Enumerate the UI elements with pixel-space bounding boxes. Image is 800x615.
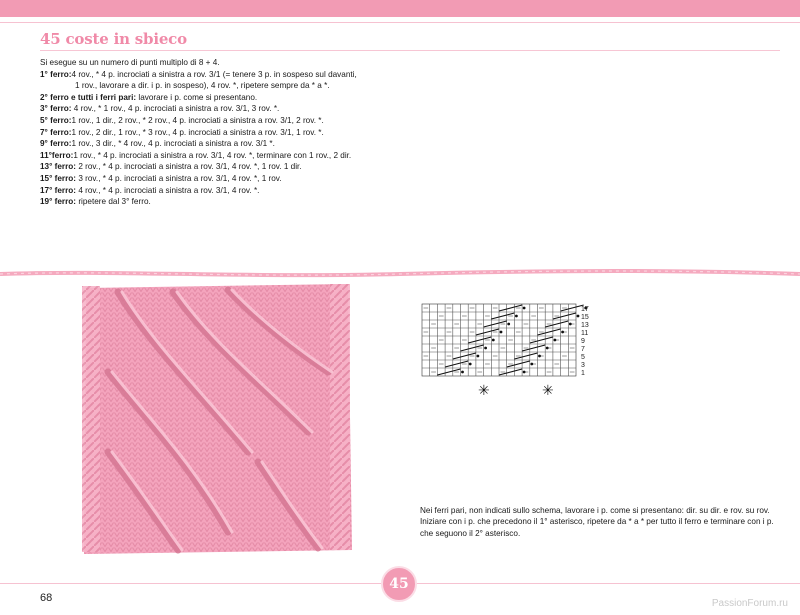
row-text: 1 rov., 3 dir., * 4 rov., 4 p. incrociati a sinistra a rov. 3/1 *. [71, 139, 275, 149]
chart-row-label: 7 [581, 346, 585, 353]
instructions-intro: Si esegue su un numero di punti multiplo di 8 + 4. [40, 58, 220, 67]
instruction-row [40, 69, 460, 81]
row-text: 1 rov., * 4 p. incrociati a sinistra a rov. 3/1, 4 rov. *, terminare con 1 rov., 2 dir. [73, 150, 352, 160]
row-text: 3 rov., * 4 p. incrociati a sinistra a rov. 3/1, 4 rov. *, 1 rov. [76, 173, 282, 183]
instruction-row [40, 115, 460, 127]
chart-row-label: 9 [581, 338, 585, 345]
row-text: 1 rov., 1 dir., 2 rov., * 2 rov., 4 p. incrociati a sinistra a rov. 3/1, 2 rov. *. [71, 115, 324, 125]
yarn-strand-divider [0, 267, 800, 281]
badge-number: 45 [389, 576, 409, 592]
instruction-row [40, 92, 460, 104]
row-label: 13° ferro: [40, 162, 77, 172]
chart-row-label: 17 [581, 306, 589, 313]
chart-row-label: 11 [581, 330, 589, 337]
row-label: 15° ferro: [40, 173, 77, 183]
pattern-number-badge [381, 566, 417, 602]
top-divider [0, 22, 800, 23]
row-text: ripetere dal 3° ferro. [76, 197, 151, 207]
row-text: 1 rov., 2 dir., 1 rov., * 3 rov., 4 p. incrociati a sinistra a rov. 3/1, 1 rov. *. [71, 127, 324, 137]
chart-row-label: 13 [581, 322, 589, 329]
row-text: 4 rov., * 1 rov., 4 p. incrociati a sinistra a rov. 3/1, 3 rov. *. [71, 104, 280, 114]
row-label: 7° ferro: [40, 127, 72, 137]
page-number: 68 [40, 592, 53, 604]
row-label: 17° ferro: [40, 185, 77, 195]
row-label: 9° ferro: [40, 139, 72, 149]
chart-row-label: 3 [581, 362, 585, 369]
instruction-row [40, 150, 460, 162]
instruction-row [40, 173, 460, 185]
row-label: 11°ferro: [40, 150, 74, 160]
row-text: 4 rov., * 4 p. incrociati a sinistra a rov. 3/1 (= tenere 3 p. in sospeso sul davanti, [71, 69, 357, 79]
row-text: 4 rov., * 4 p. incrociati a sinistra a rov. 3/1, 4 rov. *. [76, 185, 260, 195]
instruction-row [40, 103, 460, 115]
row-label: 19° ferro: [40, 197, 77, 207]
instruction-row [40, 185, 460, 197]
chart-row-label: 15 [581, 314, 589, 321]
asterisk-marker: ✳ [478, 383, 490, 399]
top-pink-band [0, 0, 800, 17]
row-label: 3° ferro: [40, 104, 72, 114]
title-underline [40, 50, 780, 51]
chart-row-label: 5 [581, 354, 585, 361]
row-label: 2° ferro e tutti i ferri pari: [40, 92, 137, 102]
instruction-row [40, 138, 460, 150]
notes-paragraph-2: Iniziare con i p. che precedono il 1° asterisco, ripetere da * a * per tutto il ferro e terminare con i p. che seguono il 2° asterisco. [420, 517, 774, 538]
instruction-row [40, 161, 460, 173]
row-label: 5° ferro: [40, 115, 72, 125]
instruction-row [40, 127, 460, 139]
row-text: 2 rov., * 4 p. incrociati a sinistra a rov. 3/1, 4 rov. *, 1 rov. 1 dir. [76, 162, 302, 172]
asterisk-marker: ✳ [542, 383, 554, 399]
watermark: PassionForum.ru [711, 598, 788, 609]
row-label: 1° ferro: [40, 69, 72, 79]
chart-notes [420, 505, 782, 539]
notes-paragraph-1: Nei ferri pari, non indicati sullo schema, lavorare i p. come si presentano: dir. su dir. e rov. su rov. [420, 506, 770, 515]
instructions-block [40, 57, 460, 208]
row-text: lavorare i p. come si presentano. [136, 92, 258, 102]
chart-row-label: 1 [581, 370, 585, 377]
pattern-title: 45 coste in sbieco [40, 30, 187, 48]
knitted-swatch-photo [78, 282, 356, 558]
instruction-row [40, 196, 460, 208]
instruction-row-continuation: 1 rov., lavorare a dir. i p. in sospeso), 4 rov. *, ripetere sempre da * a *. [75, 81, 330, 91]
stitch-chart [418, 300, 593, 400]
